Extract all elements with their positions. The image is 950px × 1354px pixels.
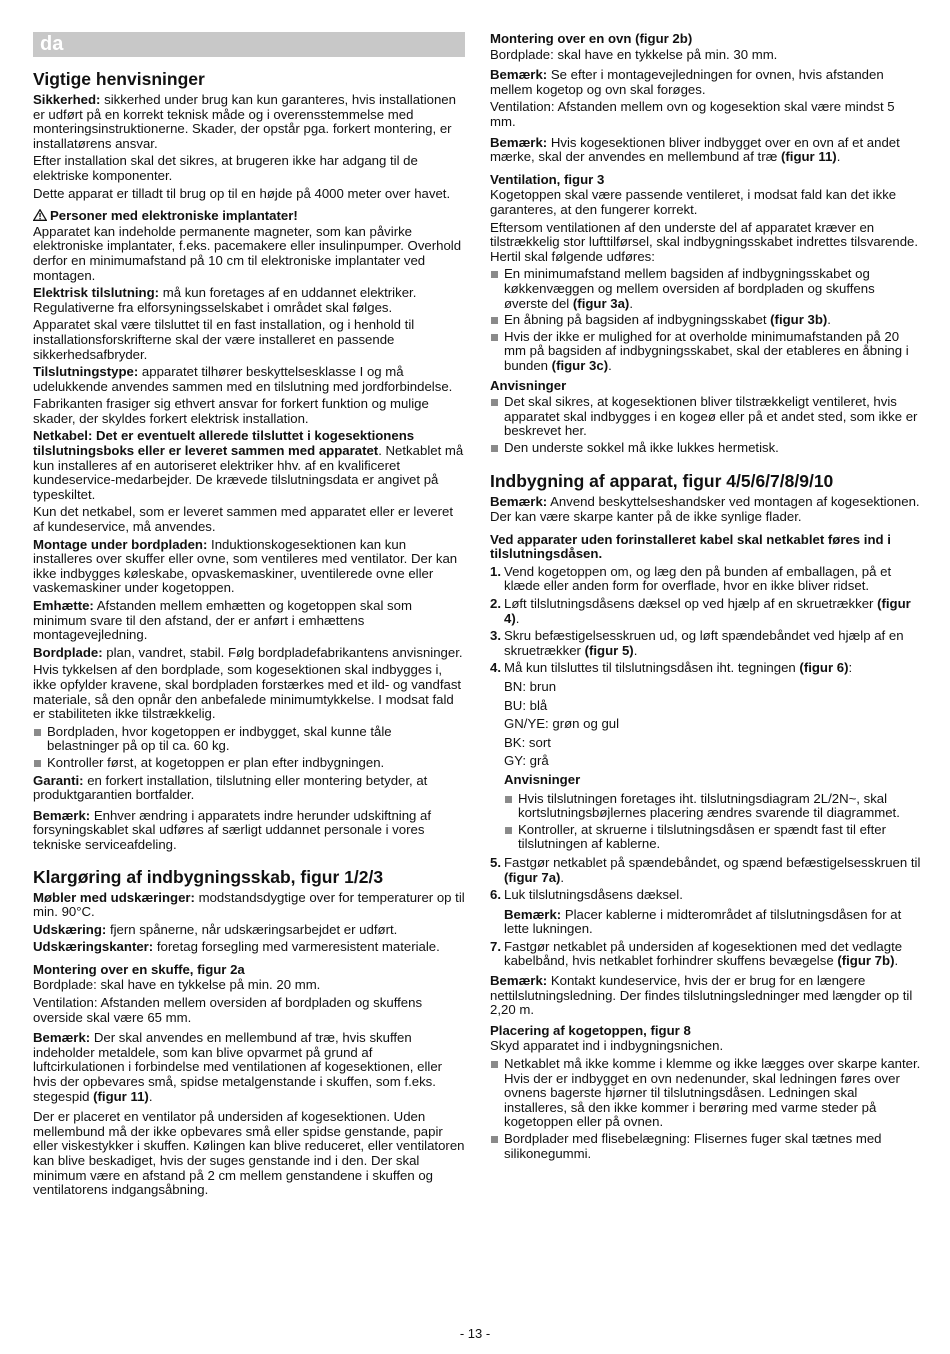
page-number: - 13 -: [459, 1326, 491, 1341]
para-fixed-installation: Apparatet skal være tilsluttet til en fast installation, og i henhold til installationsforskrifterne skal der være installeret en passende sikkerhedsafbryder.: [33, 317, 415, 362]
wire-color-bu: BU: blå: [504, 697, 548, 713]
list-item: 1. Vend kogetoppen om, og læg den på bunden af emballagen, på et klæde eller anden form for overflade, hvor en ikke bliver ridset.: [490, 563, 892, 594]
para-electrical-connection: Elektrisk tilslutning: må kun foretages af en uddannet elektriker. Regulativerne fra elforsyningsselskabet i området skal følges.: [33, 285, 417, 315]
wire-color-gnye: GN/YE: grøn og gul: [504, 716, 620, 732]
para-note-modification: Bemærk: Enhver ændring i apparatets indre herunder udskiftning af forsyningskablet skal udføres af særligt uddannet personale i vores tekniske serviceafdeling.: [33, 807, 432, 852]
wiring-bullets: [504, 792, 922, 852]
right-column: [490, 30, 922, 1164]
heading-placement: Placering af kogetoppen, figur 8: [490, 1022, 691, 1038]
para-after-install: Efter installation skal det sikres, at brugeren ikke har adgang til de elektriske komponenter.: [33, 153, 418, 183]
left-column: [33, 30, 465, 1201]
para-cutout: Udskæring: fjern spånerne, når udskæringsarbejdet er udført.: [33, 921, 398, 937]
list-item: Kontroller først, at kogetoppen er plan efter indbygningen.: [33, 756, 465, 771]
para-worktop-30mm: Bordplade: skal have en tykkelse på min. 30 mm.: [490, 46, 778, 62]
para-note-other-brand: Bemærk: Hvis kogesektionen bliver indbygget over en ovn af et andet mærke, skal der anvendes en mellembund af træ (figur 11).: [490, 134, 900, 165]
list-item: Netkablet må ikke komme i klemme og ikke lægges over skarpe kanter. Hvis der er indbygget en ovn nedenunder, skal ledningen føres over ovnens bagerste hjørner til tilslutningsdåsen. Ledningen skal installeres, så den ikke kommer i berøring med varme steder på kogetoppen eller på ovnen.: [490, 1057, 922, 1130]
warning-implants-heading: Personer med elektroniske implantater!: [33, 209, 465, 224]
list-item: Det skal sikres, at kogesektionen bliver tilstrækkeligt ventileret, hvis apparatet skal indbygges i en kogeø eller på et andet sted, som ikke er beskrevet her.: [490, 395, 922, 439]
language-bar: [33, 32, 465, 57]
heading-installation: Indbygning af apparat, figur 4/5/6/7/8/9/10: [490, 471, 834, 492]
list-item: Hvis der ikke er mulighed for at overholde minimumafstanden på 20 mm på bagsiden af indbygningsskabet, skal der etableres en åbning i bunden (figur 3c).: [490, 330, 922, 374]
para-under-counter: Montage under bordpladen: Induktionskogesektionen kan kun installeres over skuffer eller ovne, som ventileres med ventilator. Der kan ikke indbygges køleskabe, opvaskemaskiner, uventilerede ovne eller vaskemaskiner under kogetoppen.: [33, 536, 458, 596]
heading-cable-routing: Ved apparater uden forinstalleret kabel skal netkablet føres ind i tilslutningsdåsen.: [490, 531, 891, 562]
para-worktop: Bordplade: plan, vandret, stabil. Følg bordpladefabrikantens anvisninger.: [33, 644, 463, 660]
para-cutout-edges: Udskæringskanter: foretag forsegling med varmeresistent materiale.: [33, 939, 440, 955]
para-warranty: Garanti: en forkert installation, tilslutning eller montering betyder, at produktgarantien bortfalder.: [33, 772, 428, 803]
para-ventilation-5mm: Ventilation: Afstanden mellem ovn og kogesektion skal være mindst 5 mm.: [490, 99, 895, 129]
para-hood: Emhætte: Afstanden mellem emhætten og kogetoppen skal som minimum svare til den afstand, der er anført i emhættens montagevejledning.: [33, 598, 412, 643]
heading-instructions-sub: Anvisninger: [504, 771, 581, 787]
heading-over-oven: Montering over en ovn (figur 2b): [490, 31, 693, 46]
para-power-cable: Netkabel: Det er eventuelt allerede tilsluttet i kogesektionens tilslutningsboks eller er leveret sammen med apparatet. Netkablet må kun installeres af en autoriseret elektriker hhv. af en kvalificeret kundeservice-medarbejder. De krævede tilslutningsdata er angivet på typeskiltet.: [33, 428, 464, 502]
list-item: Bordpladen, hvor kogetoppen er indbygget, skal kunne tåle belastninger på op til ca. 60 kg.: [33, 725, 465, 754]
list-item: 2. Løft tilslutningsdåsens dæksel op ved hjælp af en skruetrækker (figur 4).: [490, 596, 911, 626]
para-safety: Sikkerhed: sikkerhed under brug kan kun garanteres, hvis installationen er udført på en korrekt teknisk måde og i overensstemmelse med monteringsinstruktionerne. Skader, der opstår pga. forkert montering, er installatørens ansvar.: [33, 92, 456, 151]
warning-triangle-icon: [33, 209, 47, 221]
list-item: 7. Fastgør netkablet på undersiden af kogesektionen med det vedlagte kabelbånd, hvis netkablet forhindrer skuffens bevægelse (figur 7b).: [490, 938, 903, 969]
para-altitude: Dette apparat er tilladt til brug op til en højde på 4000 meter over havet.: [33, 185, 451, 201]
list-item: Den underste sokkel må ikke lukkes hermetisk.: [490, 441, 922, 456]
para-note-cables-middle: Bemærk: Placer kablerne i midterområdet af tilslutningsdåsen for at lette lukningen.: [504, 906, 902, 937]
list-item: En åbning på bagsiden af indbygningsskabet (figur 3b).: [490, 313, 922, 328]
para-note-intermediate-floor: Bemærk: Der skal anvendes en mellembund af træ, hvis skuffen indeholder metaldele, som kan blive opvarmet på grund af luftcirkulationen i forbindelse med ventilationen af kogesektionen, eller hvis der opbevares små, spidse metalgenstande i skuffen, som f.eks. stegespid (figur 11).: [33, 1030, 443, 1104]
para-connection-type: Tilslutningstype: apparatet tilhører beskyttelsesklasse I og må udelukkende anvendes sammen med en tilslutning med jordforbindelse.: [33, 364, 453, 394]
para-manufacturer-disclaimer: Fabrikanten frasiger sig ethvert ansvar for forkert funktion og mulige skader, der skyldes forkert elektrisk installation.: [33, 396, 429, 426]
list-item: 6. Luk tilslutningsdåsens dæksel. Bemærk: Placer kablerne i midterområdet af tilslutningsdåsen for at lette lukningen.: [490, 888, 922, 937]
list-item: Hvis tilslutningen foretages iht. tilslutningsdiagram 2L/2N~, skal kortslutningsbøjlernes placering ændres svarende til diagrammet.: [504, 792, 922, 821]
list-item: 3. Skru befæstigelsesskruen ud, og løft spændebåndet ved hjælp af en skruetrækker (figur 5).: [490, 628, 904, 658]
para-note-longer-cable: Bemærk: Kontakt kundeservice, hvis der er brug for en længere nettilslutningsledning. Der findes tilslutningsledninger med længder op til 2,20 m.: [490, 973, 913, 1018]
heading-important-notes: Vigtige henvisninger: [33, 69, 205, 89]
para-ventilated-properly: Kogetoppen skal være passende ventileret, i modsat fald kan det ikke garanteres, at den fungerer korrekt.: [490, 187, 897, 217]
heading-over-drawer: Montering over en skuffe, figur 2a: [33, 961, 245, 977]
list-item: Kontroller, at skruerne i tilslutningsdåsen er spændt fast til efter tilslutningen af kablerne.: [504, 823, 922, 852]
para-magnets: Apparatet kan indeholde permanente magneter, som kan påvirke elektroniske implantater, f.eks. pacemakere eller insulinpumper. Overhold derfor en minimumafstand på 10 cm til elektroniske implantater ved montagen.: [33, 223, 462, 283]
para-cutout-furniture: Møbler med udskæringer: modstandsdygtige over for temperaturer op til min. 90°C.: [33, 889, 465, 920]
list-item: 4. Må kun tilsluttes til tilslutningsdåsen iht. tegningen (figur 6): BN: brun BU: blå GN/YE: grøn og gul BK: sort GY: grå Anvisninger Hvis tilslutningen foretages iht. tilslutningsdiagram 2L/2N~, skal kortslutningsbøjlernes placering ændres svarende til diagrammet. Kontroller, at skruerne i tilslutningsdåsen er spændt fast til efter tilslutningen af kablerne.: [490, 661, 922, 852]
wire-colors: [504, 680, 922, 852]
heading-ventilation: Ventilation, figur 3: [490, 171, 605, 187]
para-slide-in: Skyd apparatet ind i indbygningsnichen.: [490, 1038, 724, 1054]
para-worktop-thickness: Hvis tykkelsen af den bordplade, som kogesektionen skal indbygges i, ikke opfylder kravene, skal bordpladen forstærkes med et ild- og vandfast materiale, så den opnår den anbefalede minimumtykkelse. I modsat fald er stabiliteten ikke tilstrækkelig.: [33, 662, 462, 722]
placement-bullets: [490, 1057, 922, 1161]
para-fan-underside: Der er placeret en ventilator på undersiden af kogesektionen. Uden mellembund må der ikke opbevares små eller spidse genstande, papir eller viskestykker i skuffen. Kølingen kan blive reduceret, eller ventilatoren kan blive beskadiget, hvis der suges genstande ind i den. Der skal minimum være en afstand på 2 cm mellem genstandene i skuffen og ventilatorens indgangsåbning.: [33, 1109, 465, 1198]
heading-cabinet-preparation: Klargøring af indbygningsskab, figur 1/2/3: [33, 866, 384, 887]
para-ventilation-65mm: Ventilation: Afstanden mellem oversiden af bordpladen og skuffens overside skal være 65 mm.: [33, 995, 423, 1025]
language-label: da: [40, 33, 64, 55]
list-item: En minimumafstand mellem bagsiden af indbygningsskabet og køkkenvæggen og mellem oversiden af bordpladen og skuffens øverste del (figur 3a).: [490, 267, 922, 311]
list-item: Bordplader med flisebelægning: Flisernes fuger skal tætnes med silikonegummi.: [490, 1132, 922, 1161]
para-air-supply: Eftersom ventilationen af den underste del af apparatet kræver en tilstrækkelig stor lufttilførsel, skal indbygningsskabet indrettes tilsvarende. Hertil skal følgende udføres:: [490, 219, 919, 264]
wire-color-bk: BK: sort: [504, 734, 551, 750]
para-only-supplied-cable: Kun det netkabel, som er leveret sammen med apparatet eller er leveret af kundeservice, må anvendes.: [33, 504, 454, 535]
para-note-gloves: Bemærk: Anvend beskyttelseshandsker ved montagen af kogesektionen. Der kan være skarpe kanter på de ikke synlige flader.: [490, 494, 920, 525]
installation-steps: [490, 565, 922, 969]
para-note-oven-distance: Bemærk: Se efter i montagevejledningen for ovnen, hvis afstanden mellem kogetop og ovn skal forøges.: [490, 67, 884, 97]
heading-instructions: Anvisninger: [490, 378, 567, 394]
worktop-bullets: [33, 725, 465, 771]
instructions-bullets: [490, 395, 922, 455]
wire-color-bn: BN: brun: [504, 678, 557, 694]
para-worktop-20mm: Bordplade: skal have en tykkelse på min. 20 mm.: [33, 977, 321, 993]
ventilation-bullets: [490, 267, 922, 373]
list-item: 5. Fastgør netkablet på spændebåndet, og spænd befæstigelsesskruen til (figur 7a).: [490, 854, 921, 885]
wire-color-gy: GY: grå: [504, 753, 549, 769]
